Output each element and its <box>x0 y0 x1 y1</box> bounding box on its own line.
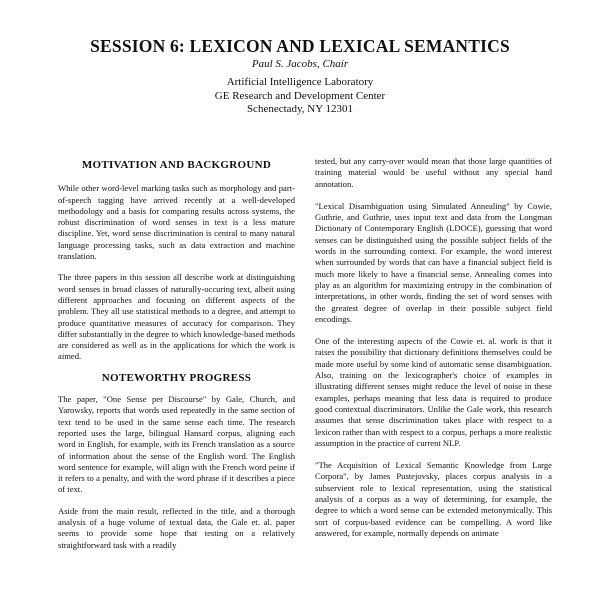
affiliation-line: Artificial Intelligence Laboratory <box>226 76 374 88</box>
affiliation-line: GE Research and Development Center <box>214 89 386 102</box>
paragraph: "The Acquisition of Lexical Semantic Knowledge from Large Corpora", by James Pustejovsky, places corpus analysis in a subservient role to lexical representation, using the statistical analysis of a corpus as a way of determining, for example, the degree to which a word sense can be extended metonymically. This sort of corpus-based evidence can be compelling. A word like answered, for example, normally depends on animate <box>315 460 552 538</box>
session-chair: Paul S. Jacobs, Chair <box>251 58 349 70</box>
paragraph: One of the interesting aspects of the Cowie et. al. work is that it raises the possibility that dictionary definitions themselves could be made more useful by some kind of automatic sense disambiguation. Also, training on the lexicographer's choice of examples in illustrating different senses might reduce the level of noise in these examples, perhaps meaning that less data is required to produce good contextual discriminators. Unlike the Gale work, this research assumes that sense discrimination takes place with respect to a lexicon rather than with respect to a corpus, perhaps a more realistic assumption in the practice of current NLP. <box>315 336 552 448</box>
affiliation-line: Schenectady, NY 12301 <box>246 103 354 115</box>
affiliation <box>0 76 600 117</box>
right-column <box>315 156 552 550</box>
section-heading-progress: NOTEWORTHY PROGRESS <box>101 371 252 384</box>
paragraph: The paper, "One Sense per Discourse" by Gale, Church, and Yarowsky, reports that words used repeatedly in the same section of text tend to be used in the same sense each time. The research reported uses the large, bilingual Hansard corpus, aligning each word in English, for example, with its French translation as a source of information about the sense of the English word. The English word sentence for example, will align with the French word peine if it refers to a penalty, and with the word phrase if it describes a piece of text. <box>58 394 295 495</box>
paragraph: The three papers in this session all describe work at distinguishing word senses in broad classes of naturally-occuring text, albeit using different approaches and focusing on different aspects of the problem. They all use statistical methods to a degree, and attempt to produce quantitative measures of accuracy for comparison. They differ substantially in the degree to which knowledge-based methods are considered as well as in the applications for which the work is aimed. <box>58 272 295 362</box>
page-title: SESSION 6: LEXICON AND LEXICAL SEMANTICS <box>90 36 510 56</box>
paragraph: Aside from the main result, reflected in the title, and a thorough analysis of a huge volume of textual data, the Gale et. al. paper seems to provide some hope that testing on a relatively straightforward task with a readily <box>58 505 295 550</box>
paragraph: While other word-level marking tasks such as morphology and part-of-speech tagging have arrived recently at a well-developed methodology and a basis for comparing results across systems, the robust discrimination of word senses in text is a less mature discipline. Yet, word sense discrimination is central to many natural language processing tasks, such as data extraction and machine translation. <box>58 183 295 262</box>
paragraph: "Lexical Disambiguation using Simulated Annealing" by Cowie, Guthrie, and Guthrie, uses input text and data from the Longman Dictionary of Contemporary English (LDOCE), guessing that word senses can be distinguished using the possible subject fields of the words in the surrounding context. For example, the word interest when surrounded by words that can have a financial subject field is much more likely to have a financial sense. Annealing comes into play as an algorithm for maximizing entropy in the combination of interpretations, in other words, finding the set of word senses with the greatest degree of overlap in their possible subject field encodings. <box>315 200 552 324</box>
paragraph: tested, but any carry-over would mean that those large quantities of training material would be useful without any special hand annotation. <box>315 156 552 189</box>
left-column <box>58 160 295 561</box>
section-heading-motivation: MOTIVATION AND BACKGROUND <box>81 159 272 171</box>
